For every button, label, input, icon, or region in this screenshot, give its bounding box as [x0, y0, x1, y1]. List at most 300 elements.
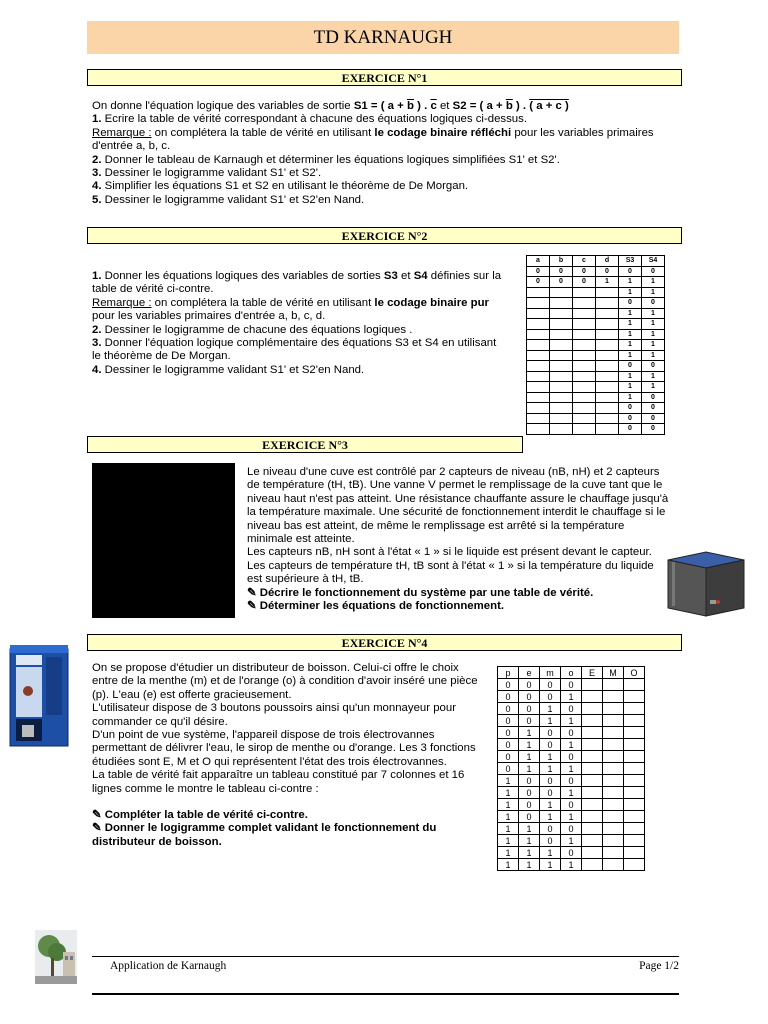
table-row	[527, 266, 665, 277]
table-cell: 1	[498, 787, 519, 799]
school-building-photo	[35, 930, 77, 984]
table-cell: 0	[619, 266, 642, 277]
exercise-3-header: EXERCICE N°3	[87, 436, 523, 453]
table-row	[498, 739, 645, 751]
table-row	[498, 691, 645, 703]
table-row	[498, 763, 645, 775]
ex1-line-5: Dessiner le logigramme validant S1' et S2'en Nand.	[101, 193, 365, 206]
table-cell	[527, 340, 550, 351]
table-row	[498, 823, 645, 835]
table-cell: 0	[498, 679, 519, 691]
table-cell: 0	[519, 679, 540, 691]
table-row	[498, 727, 645, 739]
table-cell: 1	[498, 811, 519, 823]
ex4-header-M: M	[603, 667, 624, 679]
table-cell: 0	[498, 751, 519, 763]
table-cell: 1	[540, 763, 561, 775]
table-cell: 1	[519, 763, 540, 775]
table-row	[498, 703, 645, 715]
table-cell	[603, 823, 624, 835]
ex1-remark-text: on complétera la table de vérité en utilisant	[151, 126, 375, 139]
table-cell: 0	[561, 679, 582, 691]
table-cell: 0	[498, 703, 519, 715]
table-cell: 1	[642, 287, 665, 298]
table-cell	[582, 847, 603, 859]
table-cell	[624, 811, 645, 823]
table-cell	[603, 775, 624, 787]
footer-top-rule	[92, 956, 679, 957]
table-cell: 0	[619, 403, 642, 414]
ex4-paragraph-2: L'utilisateur dispose de 3 boutons poussoirs ainsi qu'un monnayeur pour commander ce qu'il désire.	[92, 702, 457, 728]
table-cell	[603, 787, 624, 799]
table-cell	[596, 340, 619, 351]
ex1-eq-intro: On donne l'équation logique des variables de sortie	[92, 100, 354, 112]
table-row	[527, 298, 665, 309]
table-cell	[527, 413, 550, 424]
ex2-et: et	[397, 270, 414, 282]
table-cell: 1	[519, 835, 540, 847]
ex1-l4-num: 4.	[92, 180, 102, 193]
table-row	[498, 799, 645, 811]
table-cell: 0	[642, 266, 665, 277]
table-cell: 0	[540, 823, 561, 835]
table-cell	[550, 371, 573, 382]
ex4-header-O: O	[624, 667, 645, 679]
table-cell	[550, 413, 573, 424]
table-cell	[573, 298, 596, 309]
table-row	[527, 382, 665, 393]
table-cell: 0	[619, 361, 642, 372]
table-cell	[573, 371, 596, 382]
table-cell: 1	[642, 329, 665, 340]
table-cell: 1	[642, 340, 665, 351]
table-cell	[550, 403, 573, 414]
table-cell: 1	[642, 319, 665, 330]
table-cell: 1	[519, 859, 540, 871]
table-row	[527, 319, 665, 330]
table-row	[498, 775, 645, 787]
table-cell: 0	[498, 739, 519, 751]
table-cell: 1	[619, 329, 642, 340]
table-cell	[624, 859, 645, 871]
ex4-paragraph-1: On se propose d'étudier un distributeur de boisson. Celui-ci offre le choix entre de la menthe (m) et de l'orange (o) à condition d'avoir inséré une pièce (p). L'eau (e) est offerte gracieusement.	[92, 662, 478, 701]
table-cell: 0	[540, 691, 561, 703]
table-cell	[582, 679, 603, 691]
table-cell: 0	[519, 775, 540, 787]
table-cell	[582, 859, 603, 871]
tank-icon	[664, 548, 748, 620]
ex1-line-1: Ecrire la table de vérité correspondant à chacune des équations logiques ci-dessus.	[101, 113, 528, 126]
ex2-line-1a: Donner les équations logiques des variables de sorties	[101, 270, 384, 282]
table-cell: 0	[498, 691, 519, 703]
table-cell: 1	[540, 811, 561, 823]
table-cell	[527, 350, 550, 361]
table-cell	[603, 835, 624, 847]
table-cell: 0	[519, 787, 540, 799]
table-cell: 0	[596, 266, 619, 277]
table-cell	[527, 329, 550, 340]
table-cell	[603, 847, 624, 859]
table-cell	[596, 287, 619, 298]
table-cell: 1	[619, 350, 642, 361]
table-cell	[573, 350, 596, 361]
table-cell: 0	[527, 277, 550, 288]
table-cell	[550, 382, 573, 393]
table-cell: 1	[596, 277, 619, 288]
table-cell: 1	[642, 382, 665, 393]
table-cell: 0	[519, 703, 540, 715]
table-cell	[573, 287, 596, 298]
table-row	[527, 413, 665, 424]
table-cell: 1	[498, 835, 519, 847]
table-cell	[596, 361, 619, 372]
page-title: TD KARNAUGH	[87, 21, 679, 54]
footer-left-text: Application de Karnaugh	[110, 960, 227, 972]
ex4-header-e: e	[519, 667, 540, 679]
ex3-paragraph-1: Le niveau d'une cuve est contrôlé par 2 capteurs de niveau (nB, nH) et 2 capteurs de température (tH, tB). Une vanne V permet le remplissage de la cuve tant que le niveau haut n'est pas atteint. Une résistance chauffante assure le chauffage jusqu'à la température maximale. Une sécurité de fonctionnement interdit le chauffage si le niveau bas est atteint, de même le remplissage est arrêté si la température minimale est atteinte.	[247, 466, 669, 546]
table-cell	[573, 413, 596, 424]
table-cell: 1	[498, 775, 519, 787]
table-cell	[596, 424, 619, 435]
table-cell	[527, 298, 550, 309]
exercise-1-body	[92, 100, 682, 207]
ex2-l3-num: 3.	[92, 337, 102, 350]
table-cell	[603, 727, 624, 739]
table-cell	[573, 308, 596, 319]
table-cell	[582, 703, 603, 715]
table-cell: 1	[540, 751, 561, 763]
table-cell: 1	[540, 715, 561, 727]
table-cell: 1	[519, 739, 540, 751]
truth-table-ex4	[497, 666, 645, 871]
table-cell: 1	[619, 340, 642, 351]
exercise-2-header: EXERCICE N°2	[87, 227, 682, 244]
ex2-header-a: a	[527, 256, 550, 267]
table-cell: 1	[642, 308, 665, 319]
table-cell: 1	[561, 787, 582, 799]
table-cell	[624, 823, 645, 835]
table-cell: 1	[619, 287, 642, 298]
table-cell	[582, 823, 603, 835]
table-cell	[550, 424, 573, 435]
ex1-line-3: Dessiner le logigramme validant S1' et S2'.	[101, 167, 322, 180]
pencil-icon: ✎	[247, 586, 257, 599]
ex2-l1-num: 1.	[92, 270, 102, 282]
ex2-remark-bold: le codage binaire pur	[374, 296, 489, 309]
table-cell: 1	[561, 763, 582, 775]
ex2-remark-text: on complétera la table de vérité en utilisant	[151, 296, 375, 309]
ex1-remark-bold: le codage binaire réfléchi	[374, 126, 512, 139]
ex4-task-1: Compléter la table de vérité ci-contre.	[101, 809, 308, 822]
pencil-icon: ✎	[92, 822, 102, 835]
table-cell: 1	[619, 382, 642, 393]
table-cell	[596, 350, 619, 361]
table-cell	[550, 392, 573, 403]
table-cell: 1	[519, 727, 540, 739]
table-cell: 1	[619, 319, 642, 330]
table-cell	[582, 739, 603, 751]
ex2-header-S4: S4	[642, 256, 665, 267]
table-cell: 1	[561, 691, 582, 703]
truth-table-ex2	[526, 255, 665, 435]
table-row	[527, 350, 665, 361]
exercise-2-body	[92, 270, 507, 377]
ex2-header-d: d	[596, 256, 619, 267]
table-cell	[527, 371, 550, 382]
ex2-l2-num: 2.	[92, 323, 102, 336]
table-cell	[596, 329, 619, 340]
table-cell	[550, 287, 573, 298]
ex2-line-4: Dessiner le logigramme validant S1' et S2'en Nand.	[101, 363, 365, 376]
ex4-header-E: E	[582, 667, 603, 679]
tank-diagram-image	[92, 463, 235, 618]
table-cell	[527, 287, 550, 298]
table-cell: 1	[619, 392, 642, 403]
table-cell: 0	[619, 298, 642, 309]
table-cell	[624, 835, 645, 847]
pencil-icon: ✎	[247, 600, 257, 613]
table-cell	[596, 392, 619, 403]
table-cell: 1	[540, 847, 561, 859]
ex1-s1-cbar: $\overline{c}$	[430, 100, 437, 112]
ex1-s1-mid: ) .	[413, 100, 431, 112]
table-cell	[624, 715, 645, 727]
table-cell	[582, 811, 603, 823]
table-cell	[573, 424, 596, 435]
table-cell: 1	[642, 350, 665, 361]
table-cell: 0	[527, 266, 550, 277]
table-cell	[550, 361, 573, 372]
table-cell: 1	[519, 823, 540, 835]
table-cell: 1	[519, 847, 540, 859]
table-cell	[582, 751, 603, 763]
table-cell: 0	[561, 775, 582, 787]
table-cell	[527, 424, 550, 435]
table-cell: 0	[573, 277, 596, 288]
table-cell	[596, 319, 619, 330]
table-cell: 0	[550, 277, 573, 288]
table-cell: 1	[498, 823, 519, 835]
table-cell: 0	[561, 751, 582, 763]
table-cell	[582, 799, 603, 811]
table-cell	[527, 308, 550, 319]
ex1-s2-label: S2 = ( a +	[452, 100, 506, 112]
table-cell	[596, 382, 619, 393]
table-cell	[603, 799, 624, 811]
exercise-4-body	[92, 662, 484, 849]
table-row	[498, 715, 645, 727]
table-cell	[550, 350, 573, 361]
table-cell	[596, 308, 619, 319]
table-row	[527, 277, 665, 288]
table-row	[527, 287, 665, 298]
table-cell: 0	[550, 266, 573, 277]
table-cell	[527, 392, 550, 403]
table-cell	[603, 703, 624, 715]
table-cell: 0	[519, 715, 540, 727]
table-cell: 0	[498, 727, 519, 739]
ex2-line-2: Dessiner le logigramme de chacune des équations logiques .	[101, 323, 413, 336]
exercise-4-header: EXERCICE N°4	[87, 634, 682, 651]
pencil-icon: ✎	[92, 809, 102, 822]
table-cell	[573, 319, 596, 330]
ex1-s1-label: S1 = ( a +	[353, 100, 408, 112]
ex2-line-1b: définies sur la table de vérité ci-contre.	[92, 270, 502, 296]
table-cell: 0	[519, 799, 540, 811]
table-cell	[603, 751, 624, 763]
table-cell	[582, 835, 603, 847]
table-cell	[603, 715, 624, 727]
table-cell	[527, 361, 550, 372]
ex4-paragraph-4: La table de vérité fait apparaître un tableau constitué par 7 colonnes et 16 lignes comme le montre le tableau ci-contre :	[92, 769, 465, 795]
table-cell	[573, 382, 596, 393]
exercise-3-body	[247, 466, 669, 613]
table-cell	[603, 859, 624, 871]
table-cell: 0	[642, 392, 665, 403]
ex1-remark-end: pour les variables primaires d'entrée a, b, c.	[92, 126, 654, 153]
table-cell: 1	[540, 859, 561, 871]
table-cell	[624, 691, 645, 703]
table-cell: 0	[519, 691, 540, 703]
ex1-s2-bbar: $\overline{b}$	[505, 100, 513, 112]
table-cell	[596, 371, 619, 382]
table-cell: 0	[573, 266, 596, 277]
table-cell	[550, 340, 573, 351]
table-cell: 1	[561, 811, 582, 823]
table-cell: 0	[540, 679, 561, 691]
table-row	[498, 835, 645, 847]
ex1-l1-num: 1.	[92, 113, 102, 126]
table-row	[527, 308, 665, 319]
exercise-1-header: EXERCICE N°1	[87, 69, 682, 86]
table-cell	[603, 739, 624, 751]
table-cell	[550, 319, 573, 330]
table-cell	[624, 799, 645, 811]
table-cell: 1	[540, 799, 561, 811]
table-cell: 1	[540, 703, 561, 715]
table-row	[527, 403, 665, 414]
ex1-l3-num: 3.	[92, 167, 102, 180]
ex2-header-S3: S3	[619, 256, 642, 267]
table-row	[498, 751, 645, 763]
table-cell: 1	[619, 277, 642, 288]
footer-page-number: Page 1/2	[639, 960, 679, 972]
table-cell: 0	[642, 403, 665, 414]
ex1-s2-acbar: ( a + c )	[529, 100, 569, 112]
table-row	[498, 847, 645, 859]
table-cell: 1	[642, 277, 665, 288]
table-cell: 1	[561, 739, 582, 751]
table-cell: 0	[619, 424, 642, 435]
table-cell: 0	[561, 847, 582, 859]
table-cell	[624, 739, 645, 751]
table-cell: 0	[540, 739, 561, 751]
table-cell	[573, 329, 596, 340]
table-row	[498, 811, 645, 823]
ex4-paragraph-3: D'un point de vue système, l'appareil dispose de trois électrovannes permettant de délivrer l'eau, le sirop de menthe ou d'orange. Les 3 fonctions étudiées sont E, M et O qui représentent l'état des trois électrovannes.	[92, 729, 476, 768]
table-cell: 1	[498, 799, 519, 811]
ex2-s4: S4	[413, 270, 428, 282]
ex1-line-2: Donner le tableau de Karnaugh et déterminer les équations logiques simplifiées S1' et S2'.	[101, 153, 560, 166]
ex1-line-4: Simplifier les équations S1 et S2 en utilisant le théorème de De Morgan.	[101, 180, 469, 193]
table-cell	[573, 340, 596, 351]
table-cell	[624, 727, 645, 739]
ex1-s1-bbar: $\overline{b}$	[407, 100, 414, 112]
table-cell: 0	[642, 298, 665, 309]
footer-bottom-rule	[92, 993, 679, 995]
table-row	[527, 371, 665, 382]
table-row	[527, 340, 665, 351]
ex1-l5-num: 5.	[92, 193, 102, 206]
table-row	[527, 361, 665, 372]
table-cell	[624, 751, 645, 763]
table-cell	[596, 413, 619, 424]
table-cell: 0	[519, 811, 540, 823]
table-cell	[582, 775, 603, 787]
ex4-header-p: p	[498, 667, 519, 679]
table-cell	[596, 298, 619, 309]
table-cell	[582, 715, 603, 727]
table-cell: 0	[561, 703, 582, 715]
ex4-header-m: m	[540, 667, 561, 679]
table-cell: 0	[642, 413, 665, 424]
table-cell	[527, 319, 550, 330]
table-cell	[550, 329, 573, 340]
table-cell: 1	[561, 715, 582, 727]
ex4-header-o: o	[561, 667, 582, 679]
table-cell	[582, 727, 603, 739]
vending-machine-icon	[8, 643, 70, 748]
ex2-remark-label: Remarque :	[92, 296, 152, 309]
ex2-header-b: b	[550, 256, 573, 267]
table-cell	[603, 691, 624, 703]
table-cell: 1	[619, 371, 642, 382]
table-cell: 0	[540, 787, 561, 799]
ex2-s3: S3	[383, 270, 398, 282]
table-cell	[603, 811, 624, 823]
table-row	[527, 392, 665, 403]
table-cell	[596, 403, 619, 414]
ex2-l4-num: 4.	[92, 363, 102, 376]
table-cell: 0	[619, 413, 642, 424]
table-row	[527, 329, 665, 340]
table-cell	[550, 298, 573, 309]
table-cell: 1	[619, 308, 642, 319]
ex1-s2-mid: ) .	[512, 100, 530, 112]
table-cell: 1	[561, 859, 582, 871]
table-cell: 0	[561, 799, 582, 811]
table-cell: 1	[498, 859, 519, 871]
table-row	[498, 787, 645, 799]
table-cell	[582, 787, 603, 799]
table-cell	[582, 691, 603, 703]
ex4-task-2: Donner le logigramme complet validant le fonctionnement du distributeur de boisson.	[92, 822, 437, 848]
table-cell	[550, 308, 573, 319]
table-cell: 1	[519, 751, 540, 763]
table-cell	[624, 787, 645, 799]
table-cell	[573, 392, 596, 403]
table-cell	[624, 679, 645, 691]
ex2-line-3: Donner l'équation logique complémentaire des équations S3 et S4 en utilisant le théorème de De Morgan.	[92, 337, 497, 363]
table-cell: 0	[540, 727, 561, 739]
ex1-remark-label: Remarque :	[92, 126, 152, 139]
table-row	[527, 424, 665, 435]
table-cell: 0	[498, 763, 519, 775]
table-cell	[624, 703, 645, 715]
table-cell	[603, 763, 624, 775]
table-cell: 0	[498, 715, 519, 727]
table-cell: 1	[561, 835, 582, 847]
